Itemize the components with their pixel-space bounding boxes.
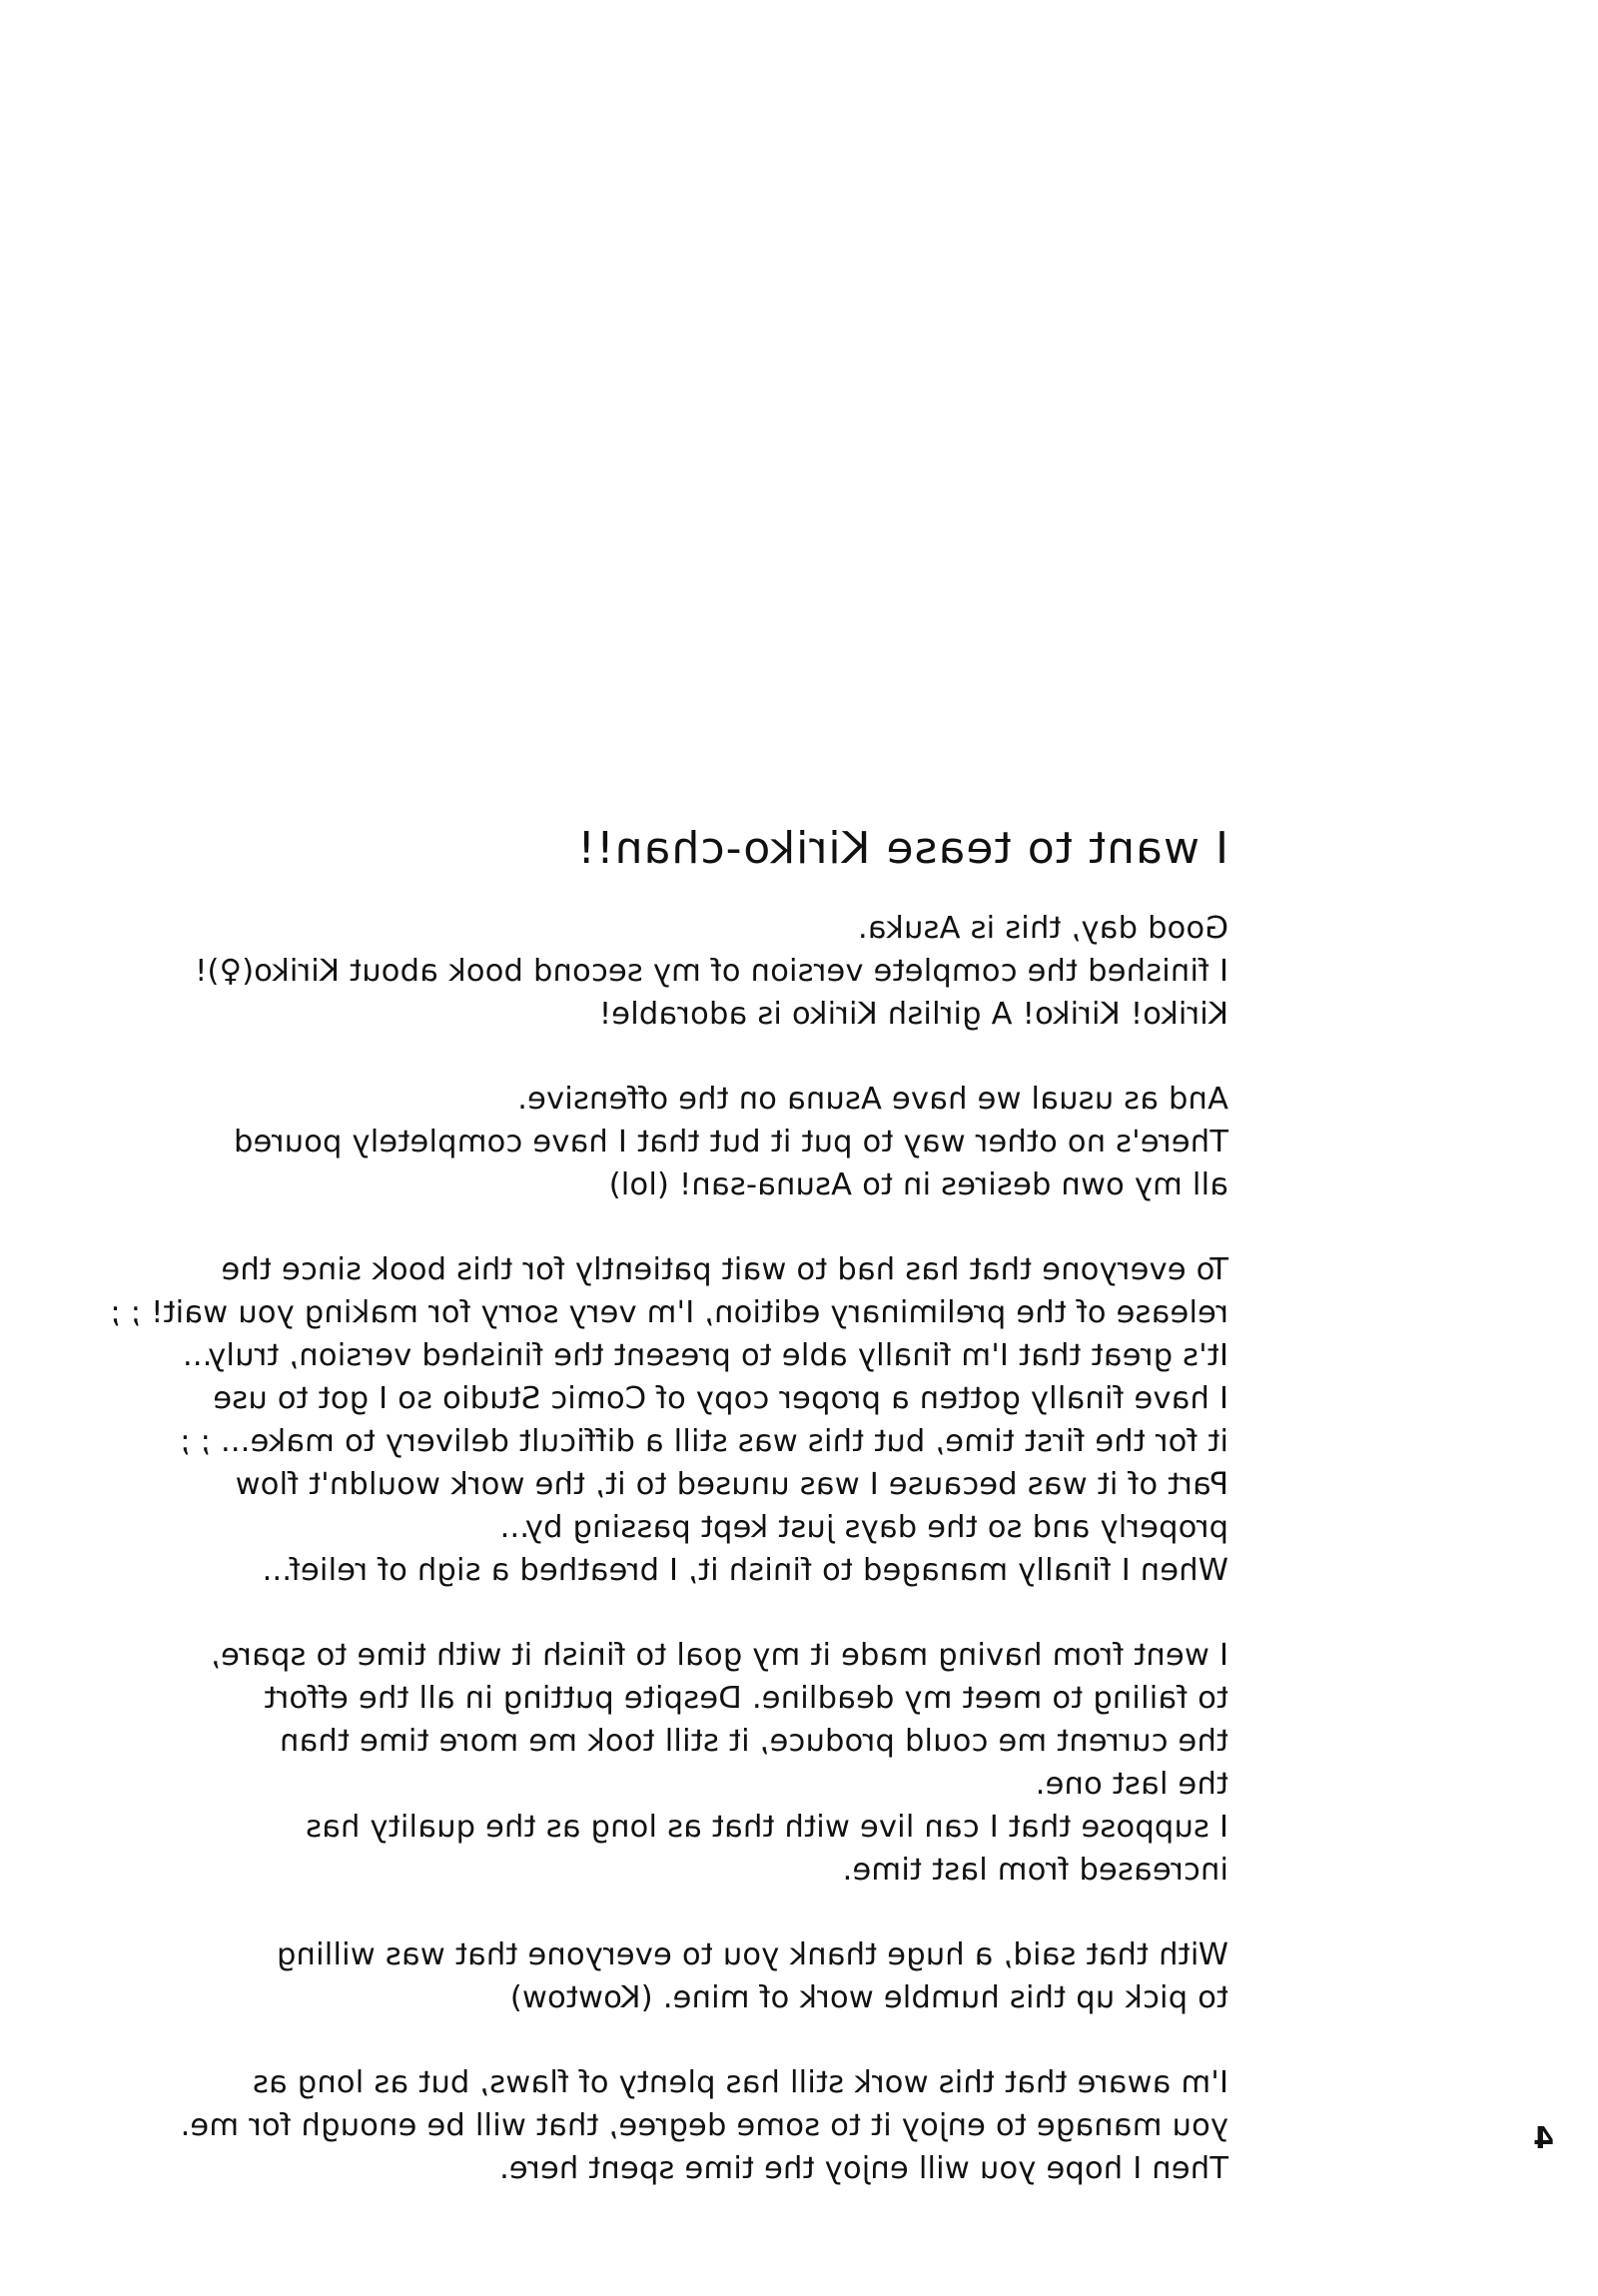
text-line: I have finally gotten a proper copy of Comic Studio so I got to use <box>213 1381 1228 1416</box>
text-line: I finished the complete version of my second book about Kiriko(♀)! <box>194 954 1228 989</box>
text-line: it for the first time, but this was still a difficult delivery to make... ; ; <box>179 1424 1228 1459</box>
text-line: release of the preliminary edition, I'm very sorry for making you wait! ; ; <box>110 1295 1228 1330</box>
text-line: the current me could produce, it still took me more time than <box>279 1724 1228 1759</box>
text-line: And as usual we have Asuna on the offensive. <box>516 1082 1228 1117</box>
text-line: I'm aware that this work still has plenty of flaws, but as long as <box>252 2065 1228 2100</box>
text-line: I went from having made it my goal to finish it with time to spare, <box>210 1638 1228 1673</box>
paragraph <box>110 907 1228 1036</box>
paragraph <box>110 1078 1228 1206</box>
text-line: the last one. <box>1035 1767 1228 1802</box>
page-title: I want to tease Kiriko-chan!! <box>576 823 1228 874</box>
text-line: I suppose that I can live with that as long as the quality has <box>305 1810 1228 1845</box>
text-line: increased from last time. <box>842 1853 1228 1888</box>
paragraph <box>110 2061 1228 2190</box>
paragraph <box>110 1933 1228 2019</box>
paragraph <box>110 1248 1228 1592</box>
text-line: Part of it was because I was unused to it, the work wouldn't flow <box>235 1467 1228 1502</box>
text-line: With that said, a huge thank you to everyone that was willing <box>276 1937 1228 1972</box>
text-line: Kiriko! Kiriko! A girlish Kiriko is adorable! <box>598 997 1228 1032</box>
text-line: To everyone that has had to wait patiently for this book since the <box>221 1252 1228 1287</box>
text-line: When I finally managed to finish it, I breathed a sigh of relief... <box>262 1553 1228 1588</box>
text-line: to failing to meet my deadline. Despite putting in all the effort <box>264 1681 1228 1716</box>
paragraph <box>110 1634 1228 1892</box>
text-line: you manage to enjoy it to some degree, that will be enough for me. <box>180 2108 1228 2143</box>
page-number: 4 <box>1533 2121 1554 2156</box>
text-line: Then I hope you will enjoy the time spent here. <box>498 2151 1228 2186</box>
text-line: properly and so the days just kept passing by... <box>499 1510 1228 1545</box>
text-line: all my own desires in to Asuna-san! (lol) <box>608 1167 1228 1202</box>
text-line: Good day, this is Asuka. <box>857 911 1228 946</box>
text-line: There's no other way to put it but that I have completely poured <box>233 1125 1228 1159</box>
paragraph-list <box>110 907 1228 2190</box>
afterword-text-block <box>110 819 1228 2232</box>
text-line: It's great that I'm finally able to present the finished version, truly... <box>182 1338 1228 1373</box>
text-line: to pick up this humble work of mine. (Kowtow) <box>509 1980 1228 2015</box>
